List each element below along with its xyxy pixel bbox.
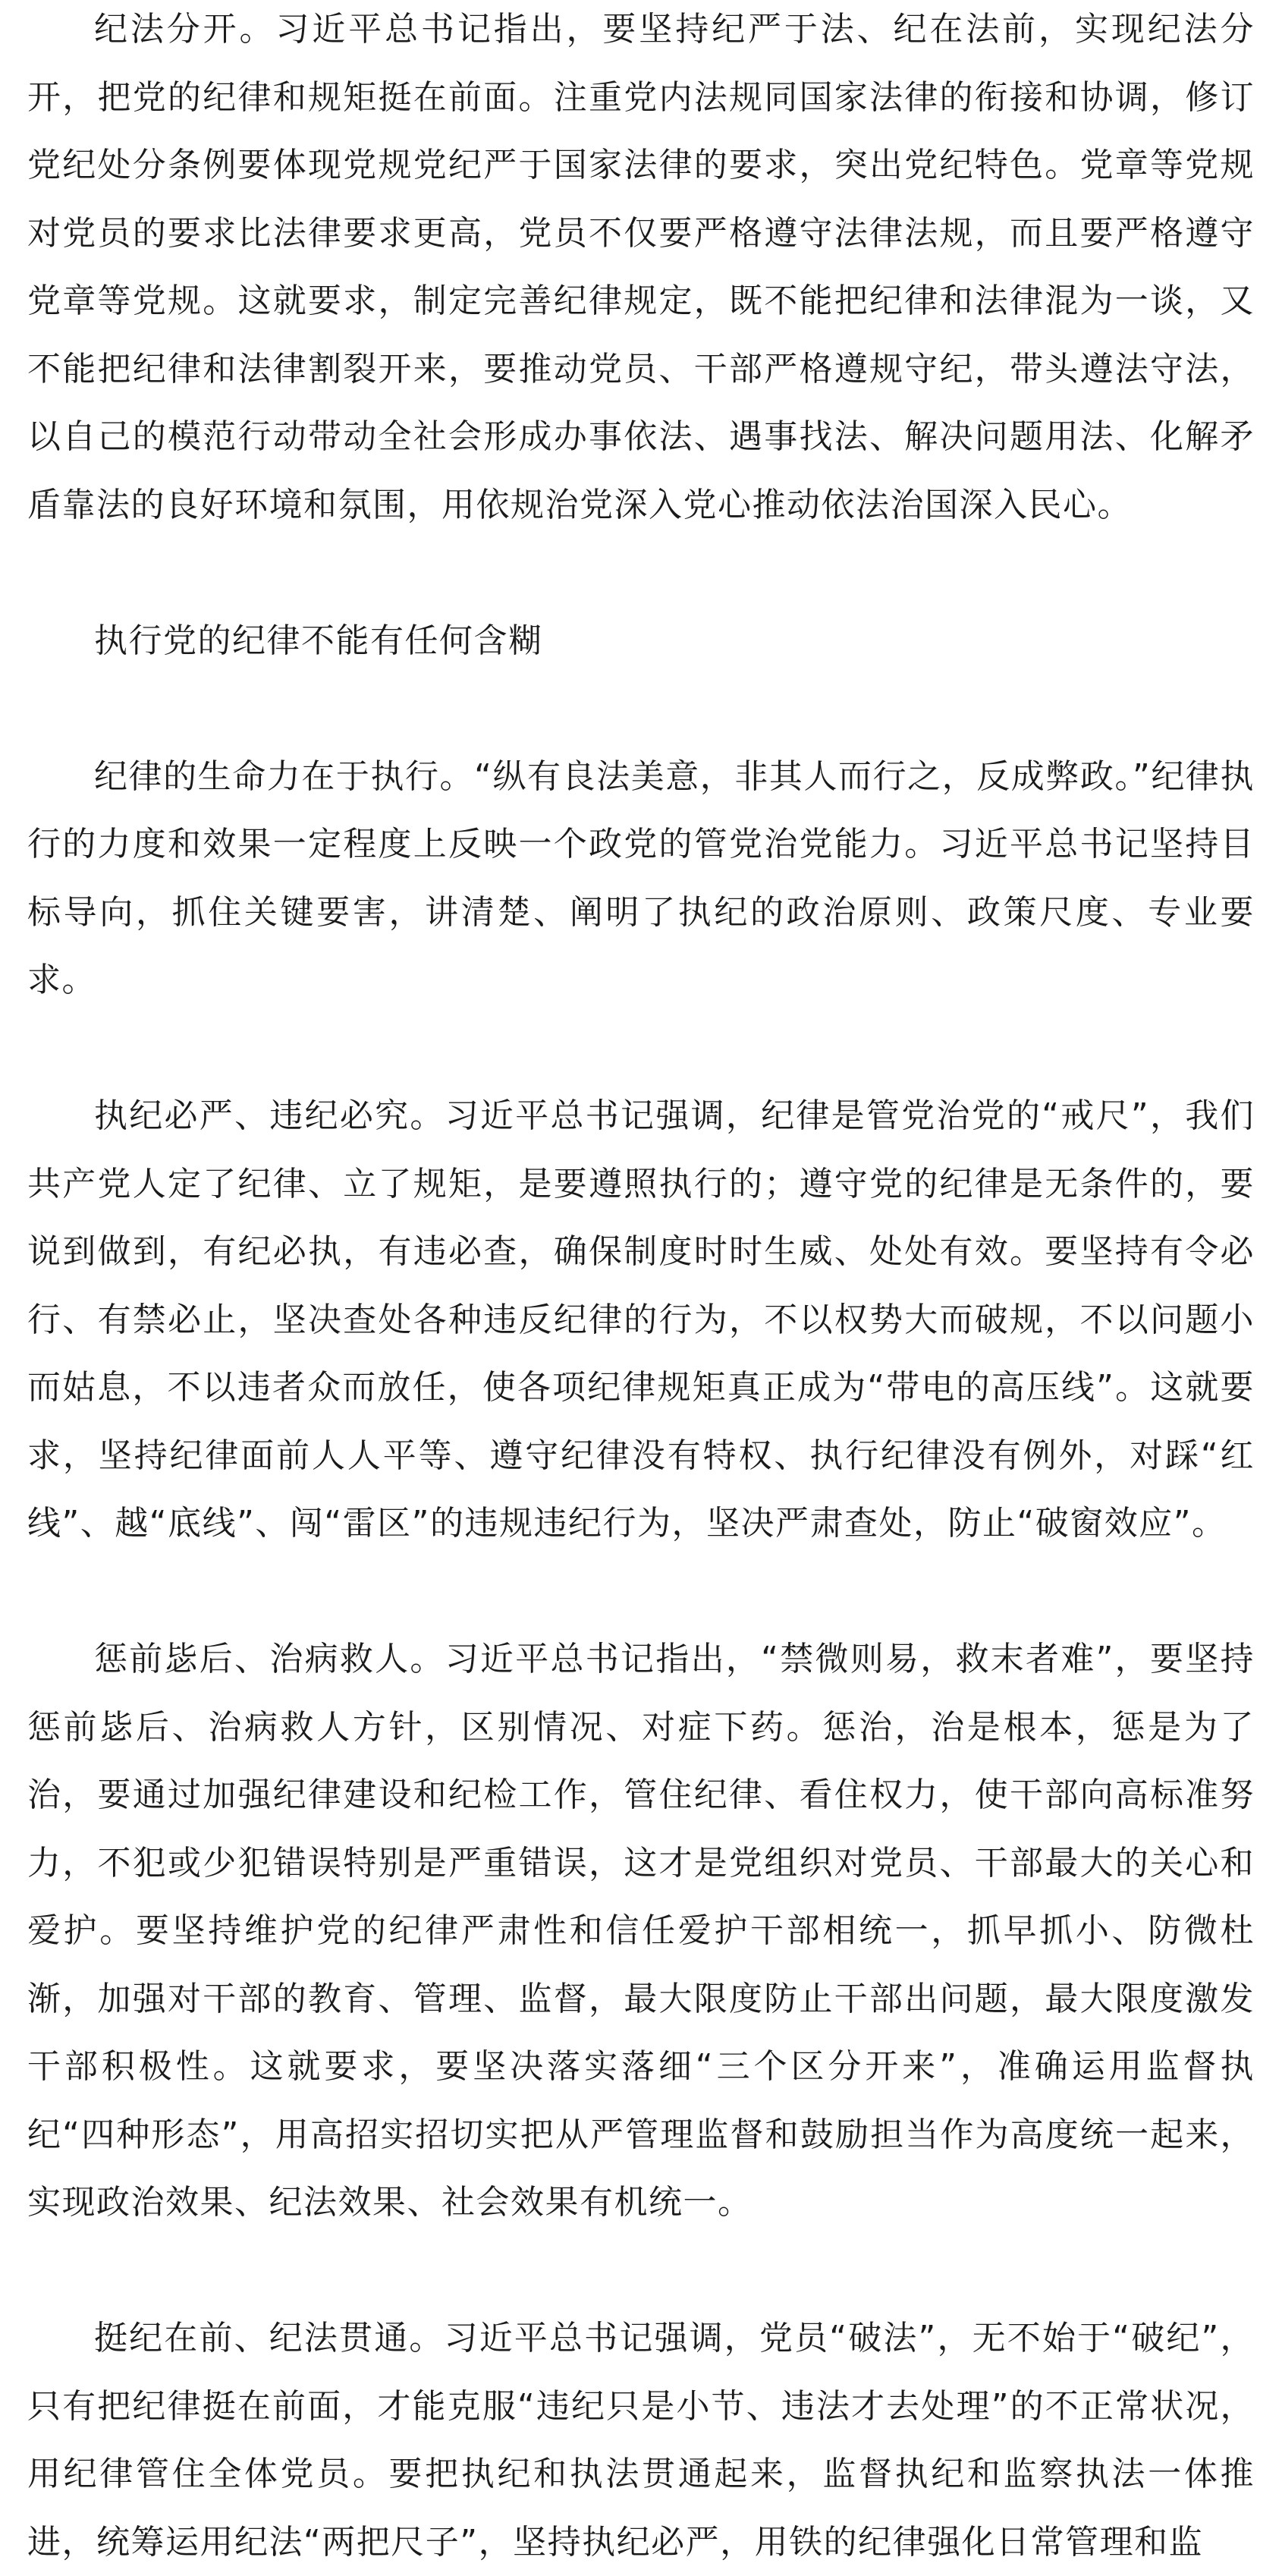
paragraph-spacer [27, 1558, 1255, 1626]
article-body [27, 0, 1255, 2562]
paragraph-learn-from-past: 惩前毖后、治病救人。习近平总书记指出，“禁微则易，救末者难”，要坚持惩前毖后、治病救人方针，区别情况、对症下药。惩治，治是根本，惩是为了治，要通过加强纪律建设和纪检工作，管住纪律、看住权力，使干部向高标准努力，不犯或少犯错误特别是严重错误，这才是党组织对党员、干部最大的关心和爱护。要坚持维护党的纪律严肃性和信任爱护干部相统一，抓早抓小、防微杜渐，加强对干部的教育、管理、监督，最大限度防止干部出问题，最大限度激发干部积极性。这就要求，要坚决落实落细“三个区分开来”，准确运用监督执纪“四种形态”，用高招实招切实把从严管理监督和鼓励担当作为高度统一起来，实现政治效果、纪法效果、社会效果有机统一。 [27, 1640, 1255, 2222]
paragraph-spacer [27, 2237, 1255, 2305]
paragraph-strict-enforcement: 执纪必严、违纪必究。习近平总书记强调，纪律是管党治党的“戒尺”，我们共产党人定了纪律、立了规矩，是要遵照执行的；遵守党的纪律是无条件的，要说到做到，有纪必执，有违必查，确保制度时时生威、处处有效。要坚持有令必行、有禁必止，坚决查处各种违反纪律的行为，不以权势大而破规，不以问题小而姑息，不以违者众而放任，使各项纪律规矩真正成为“带电的高压线”。这就要求，坚持纪律面前人人平等、遵守纪律没有特权、执行纪律没有例外，对踩“红线”、越“底线”、闯“雷区”的违规违纪行为，坚决严肃查处，防止“破窗效应”。 [27, 1096, 1255, 1543]
paragraph-spacer [27, 675, 1255, 743]
paragraph-discipline-first: 挺纪在前、纪法贯通。习近平总书记强调，党员“破法”，无不始于“破纪”，只有把纪律挺在前面，才能克服“违纪只是小节、违法才去处理”的不正常状况，用纪律管住全体党员。要把执纪和执法贯通起来，监督执纪和监察执法一体推进，统筹运用纪法“两把尺子”，坚持执纪必严，用铁的纪律强化日常管理和监 [27, 2319, 1255, 2562]
paragraph-discipline-law-separation: 纪法分开。习近平总书记指出，要坚持纪严于法、纪在法前，实现纪法分开，把党的纪律和规矩挺在前面。注重党内法规同国家法律的衔接和协调，修订党纪处分条例要体现党规党纪严于国家法律的要求，突出党纪特色。党章等党规对党员的要求比法律要求更高，党员不仅要严格遵守法律法规，而且要严格遵守党章等党规。这就要求，制定完善纪律规定，既不能把纪律和法律混为一谈，又不能把纪律和法律割裂开来，要推动党员、干部严格遵规守纪，带头遵法守法，以自己的模范行动带动全社会形成办事依法、遇事找法、解决问题用法、化解矛盾靠法的良好环境和氛围，用依规治党深入党心推动依法治国深入民心。 [27, 10, 1255, 524]
section-heading: 执行党的纪律不能有任何含糊 [94, 621, 543, 660]
paragraph-spacer [27, 1014, 1255, 1083]
paragraph-execution: 纪律的生命力在于执行。“纵有良法美意，非其人而行之，反成弊政。”纪律执行的力度和效果一定程度上反映一个政党的管党治党能力。习近平总书记坚持目标导向，抓住关键要害，讲清楚、阐明了执纪的政治原则、政策尺度、专业要求。 [27, 756, 1255, 999]
paragraph-spacer [27, 539, 1255, 607]
